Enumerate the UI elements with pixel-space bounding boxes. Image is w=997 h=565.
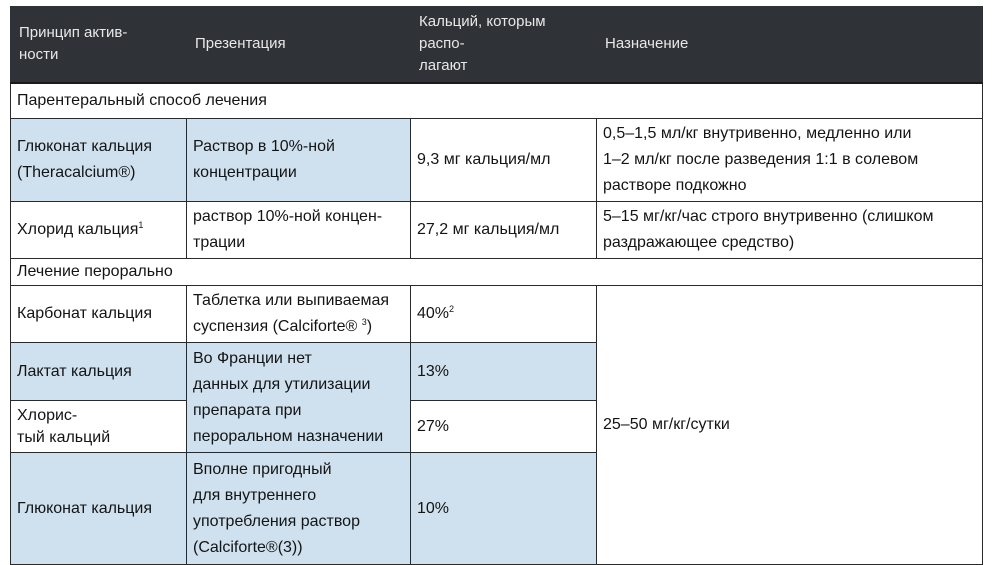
calcium-preparations-table — [10, 6, 983, 565]
footnote-3: 3 — [361, 317, 367, 327]
row-principle: Глюконат кальция (Theracalcium®) — [11, 119, 187, 202]
footnote-2: 2 — [449, 304, 455, 314]
shared-dosage-oral: 25–50 мг/кг/сутки — [597, 286, 983, 565]
row-principle-text: Хлорид кальция — [17, 221, 139, 238]
row-presentation-text: Таблетка или выпиваемая суспензия (Calciforte® — [193, 292, 390, 335]
header-presentation: Презентация — [187, 7, 411, 83]
row-calcium — [411, 286, 597, 343]
row-calcium: 10% — [411, 453, 597, 565]
header-dosage: Назначение — [597, 7, 983, 83]
row-presentation-end: ) — [366, 318, 373, 335]
table-row — [11, 286, 983, 343]
row-principle: Карбонат кальция — [11, 286, 187, 343]
row-principle — [11, 202, 187, 259]
row-presentation: Раствор в 10%-ной концентрации — [187, 119, 411, 202]
row-calcium: 9,3 мг кальция/мл — [411, 119, 597, 202]
table-row — [11, 119, 983, 202]
calcium-table-frame — [10, 6, 982, 558]
table-header-row — [11, 7, 983, 83]
row-calcium: 27,2 мг кальция/мл — [411, 202, 597, 259]
row-presentation — [187, 286, 411, 343]
row-dosage: 0,5–1,5 мл/кг внутривенно, медленно или 1–2 мл/кг после разведения 1:1 в солевом растворе подкожно — [597, 119, 983, 202]
row-calcium-text: 40% — [417, 305, 450, 322]
header-calcium: Кальций, которым распо- лагают — [411, 7, 597, 83]
row-principle: Хлорис- тый кальций — [11, 401, 187, 453]
section-row-parenteral — [11, 83, 983, 119]
header-principle: Принцип актив- ности — [11, 7, 187, 83]
row-calcium: 27% — [411, 401, 597, 453]
footnote-1: 1 — [138, 220, 144, 230]
row-dosage: 5–15 мг/кг/час строго внутривенно (слишком раздражающее средство) — [597, 202, 983, 259]
section-title-oral: Лечение перорально — [11, 259, 983, 286]
row-presentation: Вполне пригодный для внутреннего употребления раствор (Calciforte®(3)) — [187, 453, 411, 565]
section-row-oral — [11, 259, 983, 286]
shared-presentation-oral: Во Франции нет данных для утилизации препарата при пероральном назначении — [187, 343, 411, 453]
row-principle: Лактат кальция — [11, 343, 187, 401]
row-presentation: раствор 10%-ной концен- трации — [187, 202, 411, 259]
section-title-parenteral: Парентеральный способ лечения — [11, 83, 983, 119]
row-principle: Глюконат кальция — [11, 453, 187, 565]
table-row — [11, 202, 983, 259]
row-calcium: 13% — [411, 343, 597, 401]
